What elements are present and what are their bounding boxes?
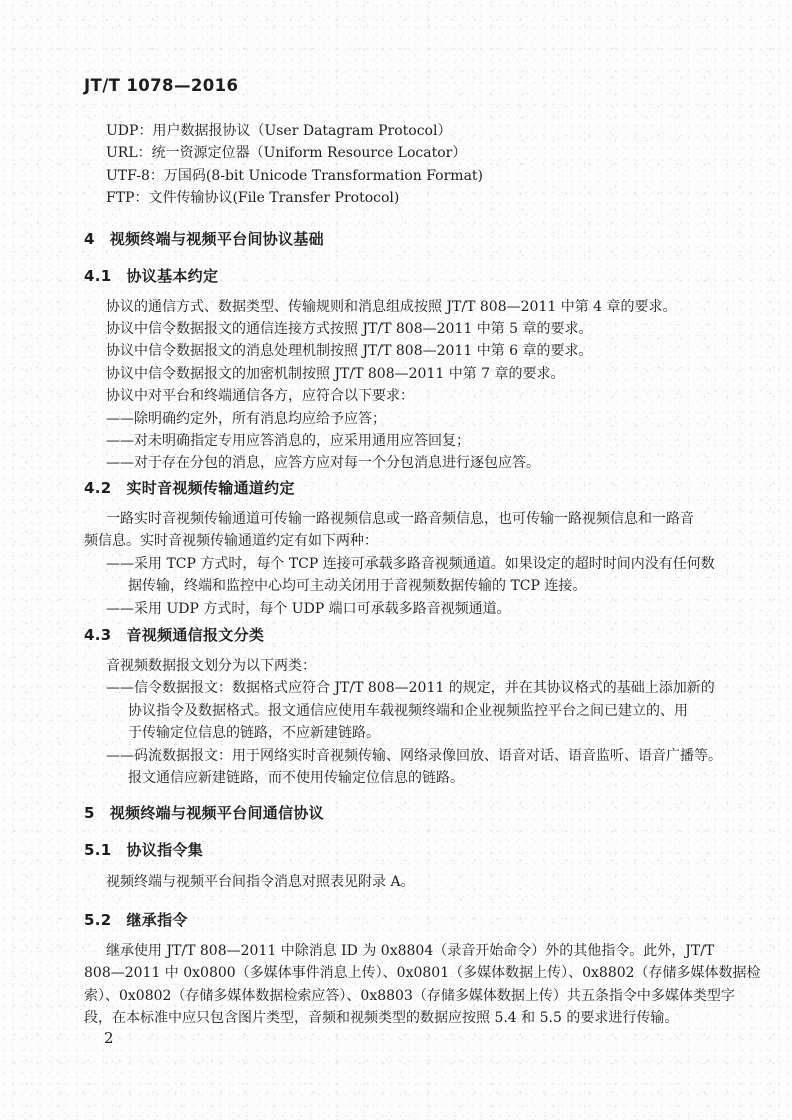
heading-title: 视频终端与视频平台间协议基础 — [109, 229, 324, 248]
list-item-line: ——对于存在分包的消息，应答方应对每一个分包消息进行逐包应答。 — [106, 455, 540, 472]
heading-title: 协议指令集 — [126, 841, 203, 860]
section-heading-5 — [84, 803, 704, 823]
definition-line-utf8: UTF-8：万国码(8-bit Unicode Transformation Format) — [106, 167, 484, 184]
definition-line-url: URL：统一资源定位器（Uniform Resource Locator） — [106, 145, 467, 162]
list-item-line: ——对未明确指定专用应答消息的，应采用通用应答回复； — [106, 433, 470, 450]
section-5-2-body — [84, 940, 761, 1030]
body-line: 协议中信令数据报文的通信连接方式按照 JT/T 808—2011 中第 5 章的要求。 — [106, 321, 593, 338]
list-item-line: ——信令数据报文：数据格式应符合 JT/T 808—2011 的规定，并在其协议格式的基础上添加新的 — [106, 680, 715, 697]
heading-title: 视频终端与视频平台间通信协议 — [109, 804, 324, 823]
heading-number: 5 — [84, 804, 95, 823]
definition-line-udp: UDP：用户数据报协议（User Datagram Protocol） — [106, 123, 452, 139]
body-line: 协议的通信方式、数据类型、传输规则和消息组成按照 JT/T 808—2011 中第 4 章的要求。 — [106, 298, 677, 315]
heading-title: 实时音视频传输通道约定 — [126, 478, 295, 497]
list-item-line: 于传输定位信息的链路，不应新建链路。 — [128, 725, 380, 742]
section-heading-5-1 — [84, 840, 704, 860]
abbreviation-definitions — [84, 120, 704, 210]
body-line: 索）、0x0802（存储多媒体数据检索应答）、0x8803（存储多媒体数据上传）共五条指令中多媒体类型字 — [84, 987, 735, 1004]
heading-number: 4.2 — [84, 478, 112, 497]
body-line: 808—2011 中 0x0800（多媒体事件消息上传）、0x0801（多媒体数据上传）、0x8802（存储多媒体数据检 — [84, 965, 761, 982]
body-line: 协议中信令数据报文的加密机制按照 JT/T 808—2011 中第 7 章的要求。 — [106, 365, 565, 382]
section-heading-4-3 — [84, 625, 704, 645]
section-4-1-body — [84, 296, 704, 475]
body-line: 段，在本标准中应只包含图片类型，音频和视频类型的数据应按照 5.4 和 5.5 的要求进行传输。 — [84, 1009, 679, 1026]
section-heading-4-1 — [84, 266, 704, 286]
heading-title: 协议基本约定 — [126, 266, 219, 285]
list-item-line: ——码流数据报文：用于网络实时音视频传输、网络录像回放、语音对话、语音监听、语音广播等。 — [106, 747, 722, 764]
body-line: 频信息。实时音视频传输通道约定有如下两种： — [84, 533, 378, 550]
body-line: 协议中对平台和终端通信各方，应符合以下要求： — [106, 388, 414, 405]
list-item-line: 协议指令及数据格式。报文通信应使用车载视频终端和企业视频监控平台之间已建立的、用 — [128, 702, 688, 719]
body-line: 协议中信令数据报文的消息处理机制按照 JT/T 808—2011 中第 6 章的要求。 — [106, 343, 593, 360]
body-line: 视频终端与视频平台间指令消息对照表见附录 A。 — [106, 874, 415, 891]
list-item-line: ——采用 UDP 方式时，每个 UDP 端口可承载多路音视频通道。 — [106, 600, 511, 617]
heading-number: 4 — [84, 229, 95, 248]
body-line: 继承使用 JT/T 808—2011 中除消息 ID 为 0x8804（录音开始命令）外的其他指令。此外，JT/T — [106, 942, 715, 959]
heading-number: 5.2 — [84, 910, 112, 929]
heading-number: 4.1 — [84, 266, 112, 285]
section-5-1-body — [84, 871, 704, 893]
list-item-line: 据传输，终端和监控中心均可主动关闭用于音视频数据传输的 TCP 连接。 — [128, 578, 587, 595]
body-line: 音视频数据报文划分为以下两类： — [106, 657, 316, 674]
body-line: 一路实时音视频传输通道可传输一路视频信息或一路音频信息，也可传输一路视频信息和一路音 — [106, 510, 694, 527]
running-header: JT/T 1078—2016 — [84, 76, 239, 95]
list-item-line: ——除明确约定外，所有消息均应给予应答； — [106, 410, 386, 427]
section-4-3-body — [84, 655, 722, 789]
definition-line-ftp: FTP：文件传输协议(File Transfer Protocol) — [106, 190, 400, 207]
section-heading-4-2 — [84, 478, 704, 498]
heading-number: 4.3 — [84, 625, 112, 644]
heading-title: 音视频通信报文分类 — [126, 625, 265, 644]
heading-title: 继承指令 — [126, 910, 188, 929]
heading-number: 5.1 — [84, 841, 112, 860]
list-item-line: ——采用 TCP 方式时，每个 TCP 连接可承载多路音视频通道。如果设定的超时时间内没有任何数 — [106, 555, 715, 572]
section-heading-5-2 — [84, 910, 704, 930]
section-heading-4 — [84, 229, 704, 249]
section-4-2-body — [84, 508, 715, 620]
list-item-line: 报文通信应新建链路，而不使用传输定位信息的链路。 — [128, 769, 464, 786]
page-number: 2 — [104, 1029, 114, 1048]
